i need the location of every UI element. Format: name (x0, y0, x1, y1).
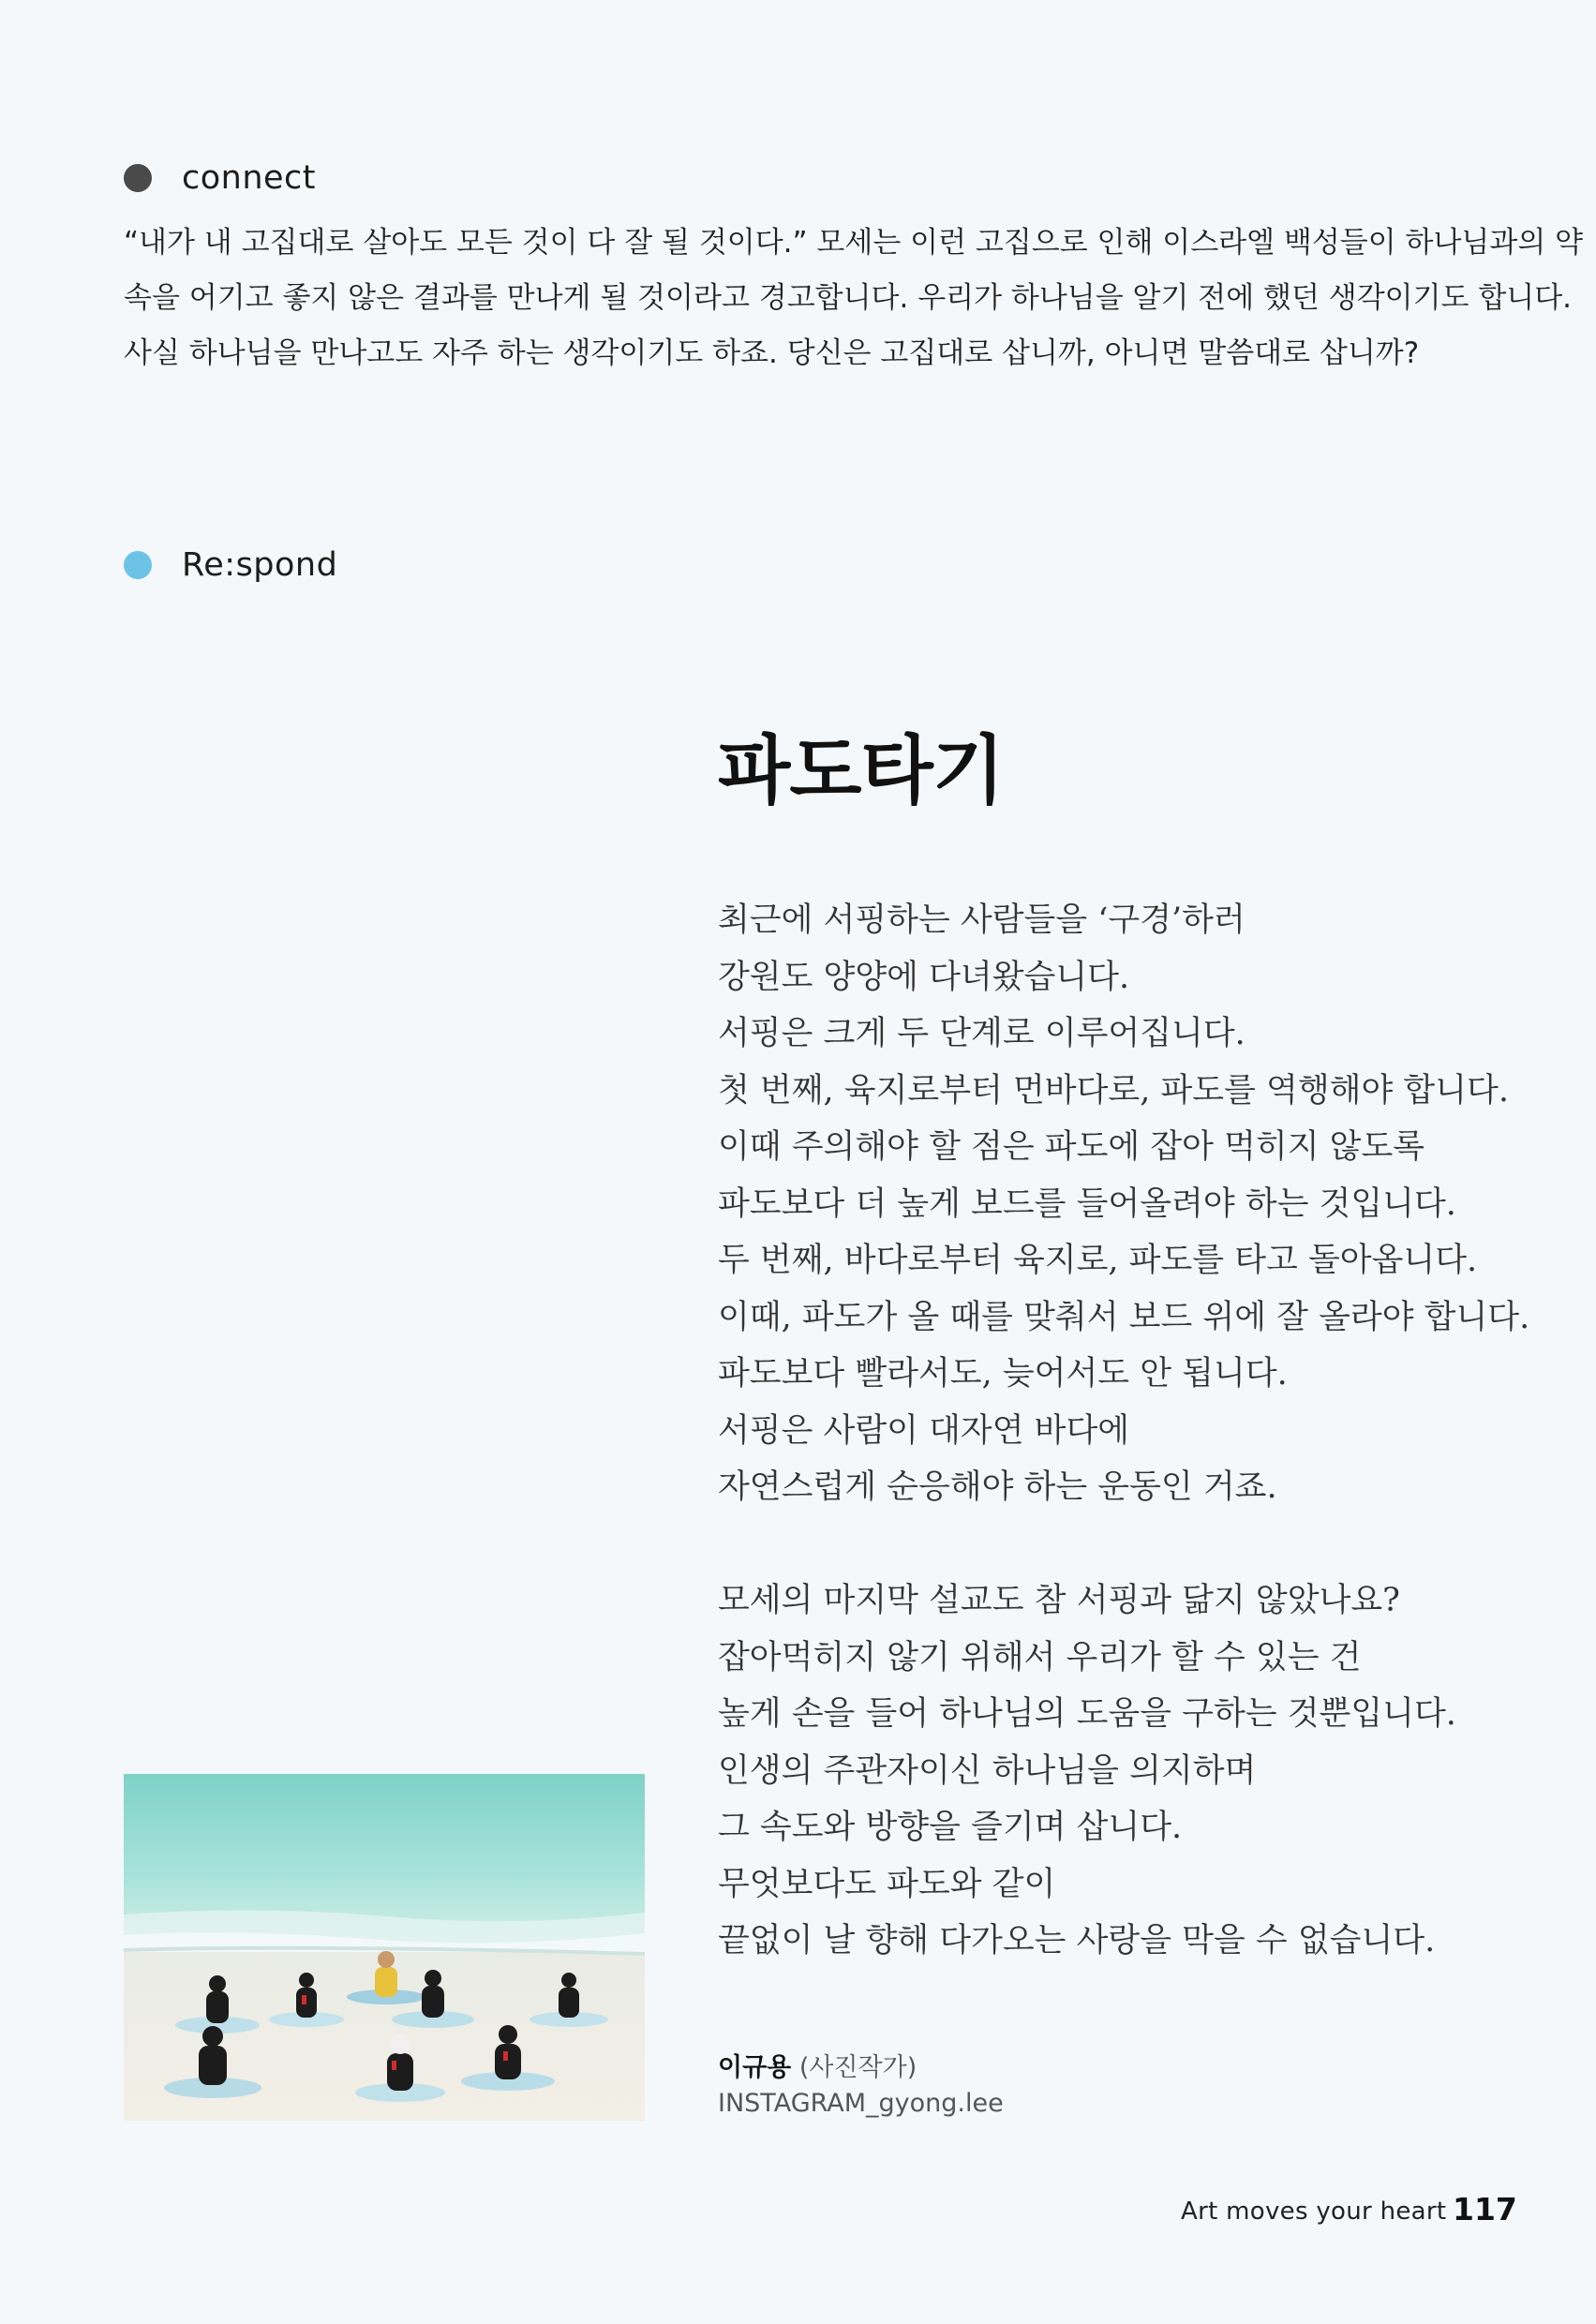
respond-heading (124, 546, 337, 584)
article-line: 첫 번째, 육지로부터 먼바다로, 파도를 역행해야 합니다. (718, 1071, 1509, 1110)
article-line: 무엇보다도 파도와 같이 (718, 1865, 1056, 1903)
article-line: 이때, 파도가 올 때를 맞춰서 보드 위에 잘 올라야 합니다. (718, 1298, 1530, 1336)
article-line: 그 속도와 방향을 즐기며 삽니다. (718, 1809, 1183, 1846)
connect-line: “내가 내 고집대로 살아도 모든 것이 다 잘 될 것이다.” 모세는 이런 고집으로 인해 이스라엘 백성들이 하나님과의 약 (124, 226, 1584, 260)
footer-tagline: Art moves your heart (1181, 2197, 1447, 2226)
article-line: 인생의 주관자이신 하나님을 의지하며 (718, 1751, 1257, 1790)
article-line: 잡아먹히지 않기 위해서 우리가 할 수 있는 건 (718, 1638, 1362, 1676)
photo-credit (718, 2050, 1004, 2122)
connect-heading (124, 159, 316, 197)
respond-dot-icon (124, 551, 152, 579)
article-line: 서핑은 사람이 대자연 바다에 (718, 1411, 1130, 1450)
article-title: 파도타기 (718, 726, 1005, 814)
connect-paragraph (124, 216, 1584, 381)
connect-line: 속을 어기고 좋지 않은 결과를 만나게 될 것이라고 경고합니다. 우리가 하나님을 알기 전에 했던 생각이기도 합니다. (124, 281, 1573, 315)
article-line: 강원도 양양에 다녀왔습니다. (718, 958, 1130, 996)
page-number: 117 (1453, 2191, 1517, 2227)
article-line: 두 번째, 바다로부터 육지로, 파도를 타고 돌아옵니다. (718, 1242, 1478, 1279)
article-line: 이때 주의해야 할 점은 파도에 잡아 먹히지 않도록 (718, 1128, 1425, 1166)
respond-label: Re:spond (182, 546, 338, 584)
surf-lesson-photo (124, 1774, 645, 2121)
connect-dot-icon (124, 164, 152, 192)
article-line: 자연스럽게 순응해야 하는 운동인 거죠. (718, 1468, 1277, 1506)
article-line: 높게 손을 들어 하나님의 도움을 구하는 것뿐입니다. (718, 1695, 1456, 1733)
article-line: 파도보다 빨라서도, 늦어서도 안 됩니다. (718, 1355, 1288, 1393)
connect-line: 사실 하나님을 만나고도 자주 하는 생각이기도 하죠. 당신은 고집대로 삽니까, 아니면 말씀대로 삽니까? (124, 336, 1420, 370)
photographer-role: (사진작가) (798, 2053, 917, 2082)
photographer-instagram: INSTAGRAM_gyong.lee (718, 2089, 1004, 2118)
article-line: 파도보다 더 높게 보드를 들어올려야 하는 것입니다. (718, 1184, 1456, 1223)
article-line: 끝없이 날 향해 다가오는 사랑을 막을 수 없습니다. (718, 1922, 1436, 1959)
connect-label: connect (182, 159, 317, 197)
photographer-name: 이규용 (718, 2053, 792, 2082)
article-line (718, 1516, 1543, 1573)
article-body (718, 892, 1543, 1970)
article-line: 최근에 서핑하는 사람들을 ‘구경’하러 (718, 901, 1245, 939)
article-line: 모세의 마지막 설교도 참 서핑과 닮지 않았나요? (718, 1582, 1400, 1619)
article-line: 서핑은 크게 두 단계로 이루어집니다. (718, 1015, 1245, 1052)
